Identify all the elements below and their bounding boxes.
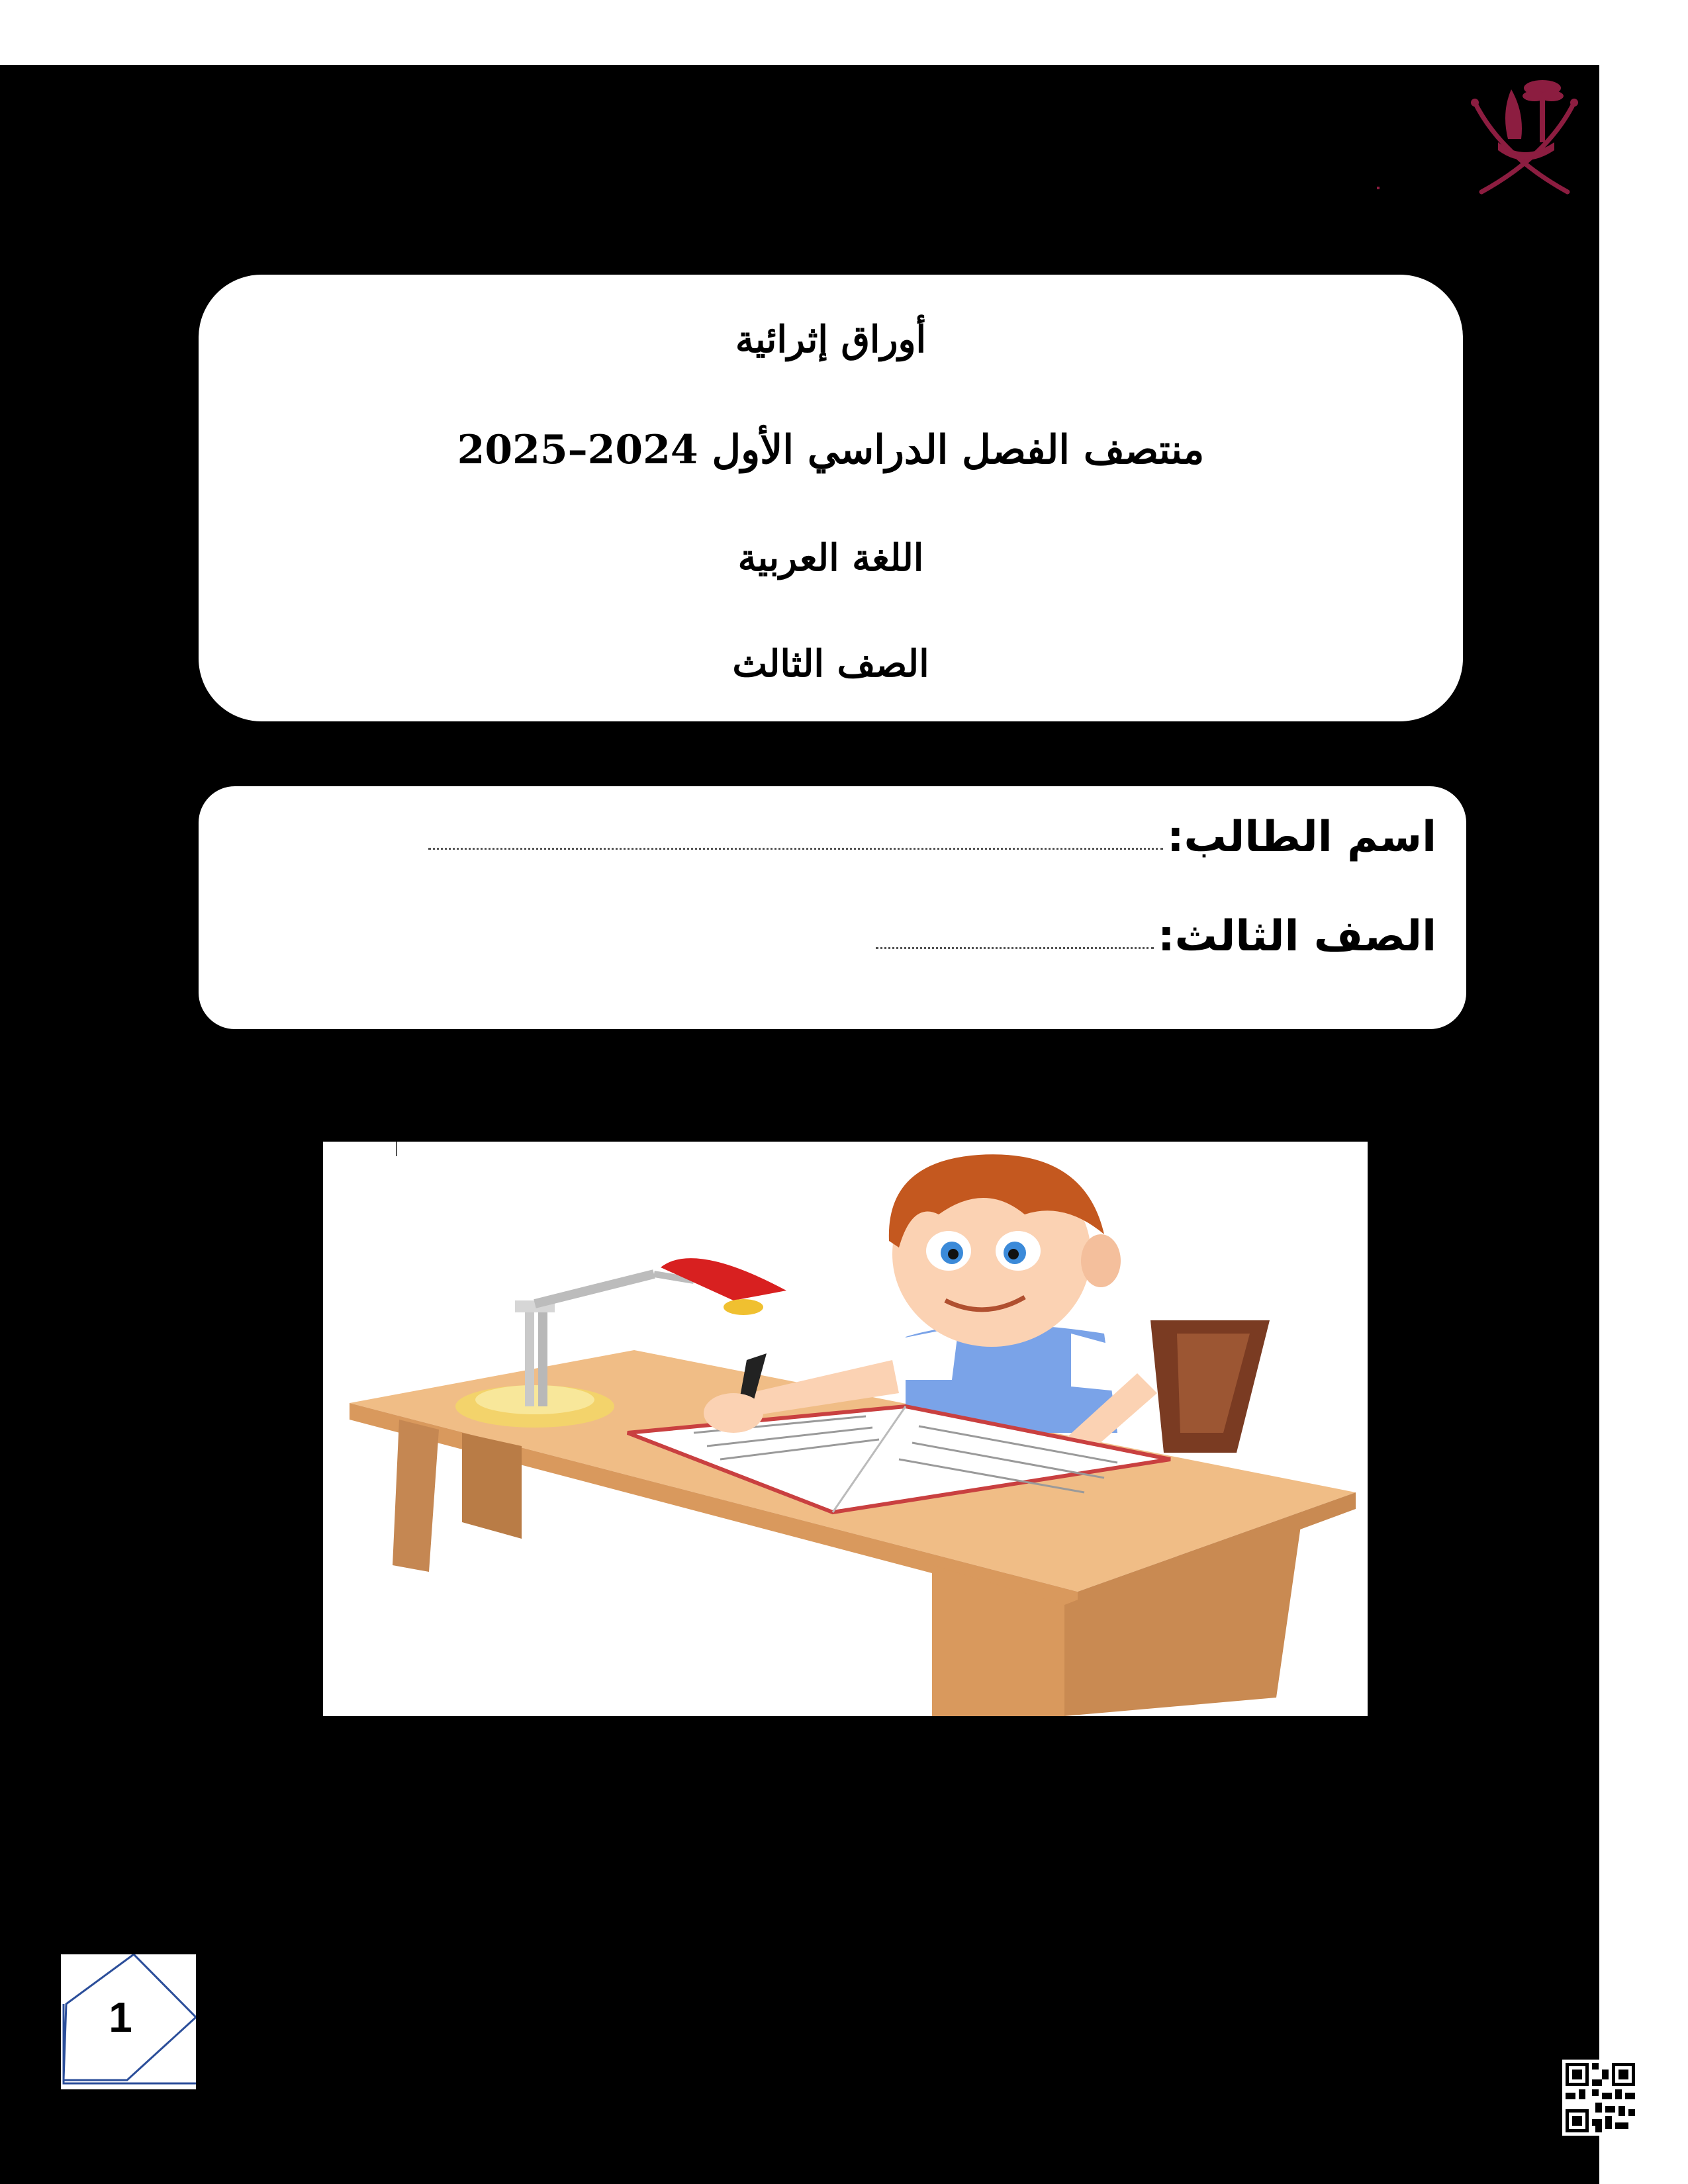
state-emblem-icon	[1462, 76, 1587, 202]
student-grade-field[interactable]	[876, 947, 1154, 949]
text-cursor-mark	[396, 1142, 397, 1156]
student-name-row	[428, 813, 1436, 862]
page-number-box	[61, 1954, 196, 2089]
illustration-drawing	[323, 1142, 1368, 1716]
cover-title-box	[199, 275, 1463, 721]
student-grade-label: الصف الثالث:	[1157, 912, 1436, 961]
stray-dot	[1377, 187, 1380, 189]
student-writing-at-desk-illustration	[323, 1142, 1368, 1716]
qr-code-icon	[1562, 2060, 1638, 2136]
student-info-box	[199, 786, 1466, 1029]
cover-subject: اللغة العربية	[737, 536, 924, 580]
cover-term: منتصف الفصل الدراسي الأول 2024–2025	[457, 427, 1205, 473]
student-name-field[interactable]	[428, 848, 1163, 850]
page-number: 1	[109, 1993, 132, 2041]
cover-title: أوراق إثرائية	[735, 318, 927, 361]
student-grade-row	[876, 912, 1436, 961]
student-name-label: اسم الطالب:	[1166, 813, 1436, 862]
cover-grade: الصف الثالث	[732, 642, 929, 686]
